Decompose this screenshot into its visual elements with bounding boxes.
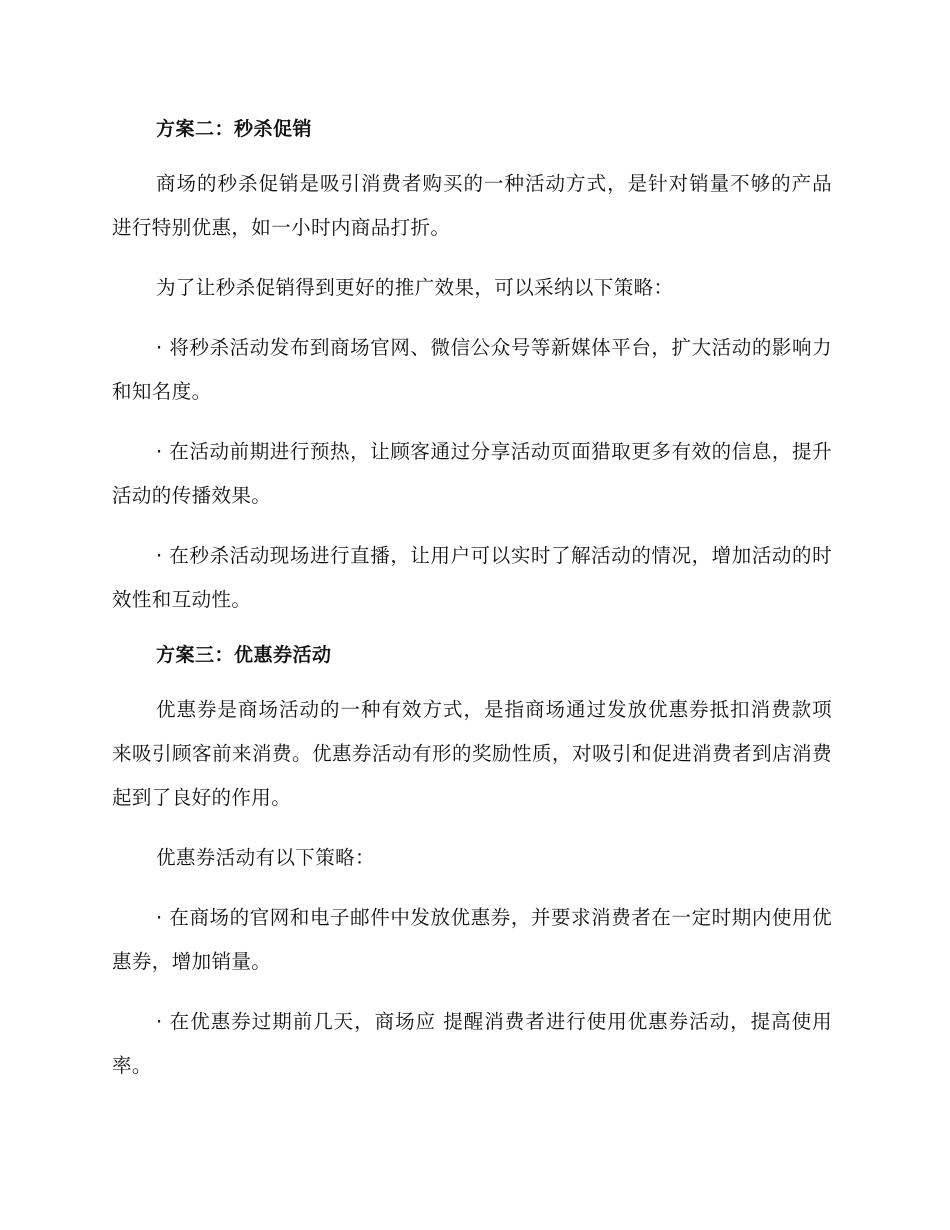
bullet-item: · 在秒杀活动现场进行直播，让用户可以实时了解活动的情况，增加活动的时效性和互动性。 — [112, 544, 832, 611]
section-heading-plan-three: 方案三：优惠券活动 — [156, 644, 332, 666]
paragraph-coupon-intro: 优惠券是商场活动的一种有效方式，是指商场通过发放优惠券抵扣消费款项来吸引顾客前来消费。优惠券活动有形的奖励性质，对吸引和促进消费者到店消费起到了良好的作用。 — [112, 698, 832, 809]
paragraph-flash-sale-strategy-lead: 为了让秒杀促销得到更好的推广效果，可以采纳以下策略： — [156, 276, 674, 299]
bullet-item: · 在优惠券过期前几天，商场应 提醒消费者进行使用优惠券活动，提高使用率。 — [112, 1010, 832, 1077]
bullet-item: · 在活动前期进行预热，让顾客通过分享活动页面猎取更多有效的信息，提升活动的传播效果。 — [112, 440, 832, 507]
bullet-item: · 在商场的官网和电子邮件中发放优惠券，并要求消费者在一定时期内使用优惠券，增加销量。 — [112, 906, 832, 973]
paragraph-coupon-strategy-lead: 优惠券活动有以下策略： — [156, 846, 375, 869]
section-heading-plan-two: 方案二：秒杀促销 — [156, 118, 313, 140]
document-body — [112, 112, 832, 1104]
paragraph-flash-sale-intro: 商场的秒杀促销是吸引消费者购买的一种活动方式，是针对销量不够的产品进行特别优惠，如一小时内商品打折。 — [112, 172, 832, 239]
bullet-item: · 将秒杀活动发布到商场官网、微信公众号等新媒体平台，扩大活动的影响力和知名度。 — [112, 336, 832, 403]
